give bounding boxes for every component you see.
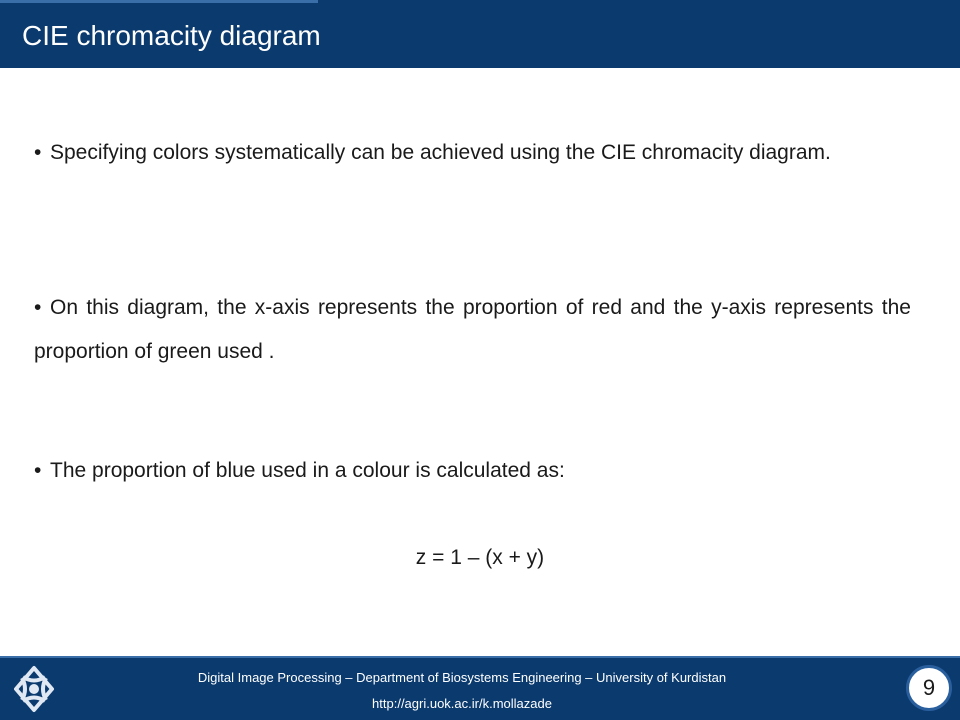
bullet-item [34, 286, 911, 374]
bullet-item [34, 449, 911, 493]
bullet-text: The proportion of blue used in a colour is calculated as: [50, 459, 565, 482]
title-bar [0, 0, 960, 68]
formula: z = 1 – (x + y) [415, 546, 545, 569]
bullet-marker: • [34, 296, 42, 319]
bullet-marker: • [34, 141, 42, 164]
footer-url: http://agri.uok.ac.ir/k.mollazade [372, 696, 552, 711]
bullet-item [34, 131, 911, 175]
bullet-text: On this diagram, the x-axis represents the proportion of red and the y-axis represents the proportion of green used . [34, 296, 911, 363]
bullet-text: Specifying colors systematically can be achieved using the CIE chromacity diagram. [50, 141, 831, 164]
slide-title: CIE chromacity diagram [22, 20, 321, 51]
footer-course-info: Digital Image Processing – Department of Biosystems Engineering – University of Kurdistan [197, 670, 727, 685]
bullet-marker: • [34, 459, 42, 482]
page-number-badge: 9 [906, 665, 952, 711]
title-bar-accent [0, 0, 318, 3]
